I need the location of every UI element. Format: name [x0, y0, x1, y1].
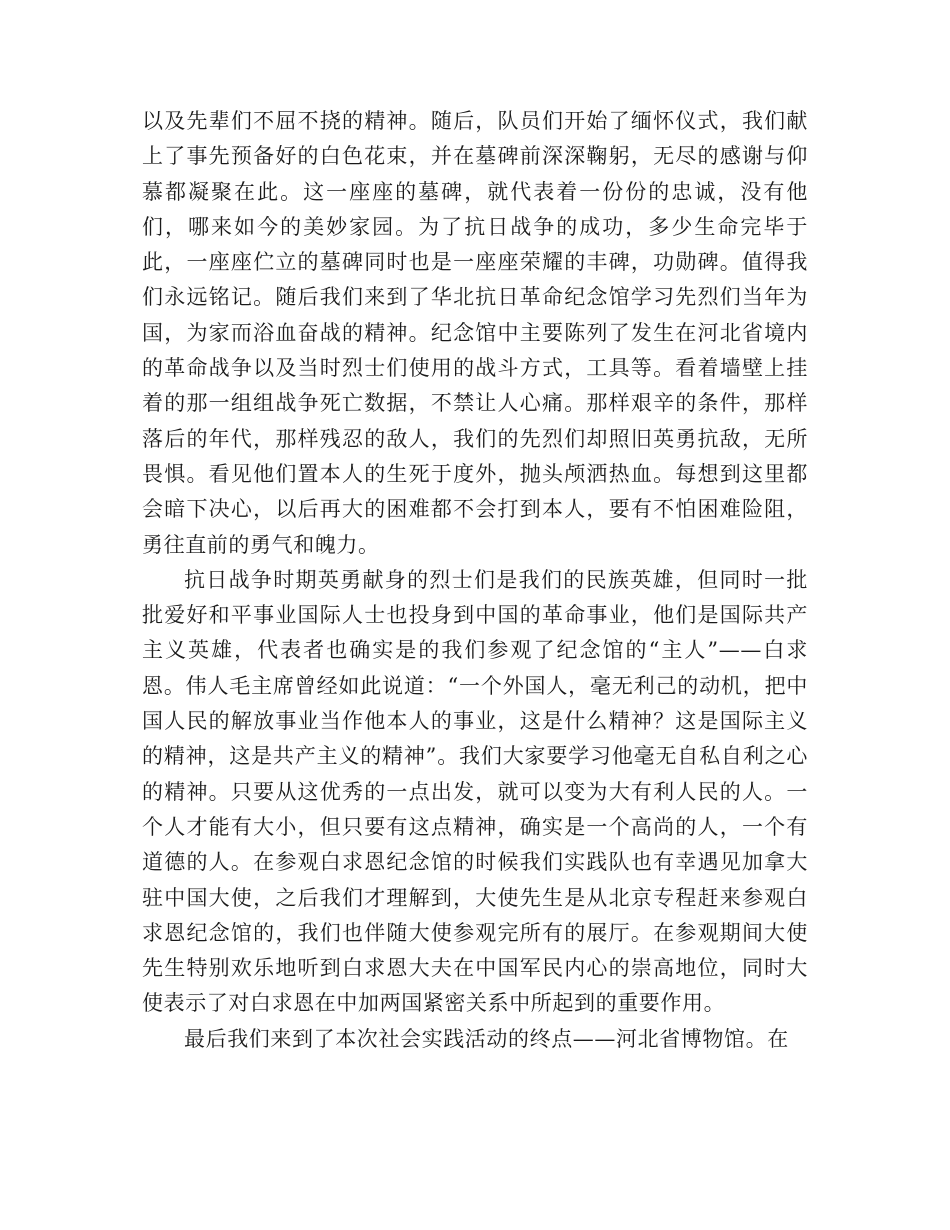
paragraph-2: 抗日战争时期英勇献身的烈士们是我们的民族英雄，但同时一批批爱好和平事业国际人士也投身到中国的革命事业，他们是国际共产主义英雄，代表者也确实是的我们参观了纪念馆的“主人”——白求恩。伟人毛主席曾经如此说道：“一个外国人，毫无利己的动机，把中国人民的解放事业当作他本人的事业，这是什么精神？这是国际主义的精神，这是共产主义的精神”。我们大家要学习他毫无自私自利之心的精神。只要从这优秀的一点出发，就可以变为大有利人民的人。一个人才能有大小，但只要有这点精神，确实是一个高尚的人，一个有道德的人。在参观白求恩纪念馆的时候我们实践队也有幸遇见加拿大驻中国大使，之后我们才理解到，大使先生是从北京专程赶来参观白求恩纪念馆的，我们也伴随大使参观完所有的展厅。在参观期间大使先生特别欢乐地听到白求恩大夫在中国军民内心的崇高地位，同时大使表示了对白求恩在中加两国紧密关系中所起到的重要作用。 [142, 567, 808, 1016]
document-body [142, 104, 808, 1057]
paragraph-3: 最后我们来到了本次社会实践活动的终点——河北省博物馆。在 [184, 1026, 789, 1051]
paragraph-1: 以及先辈们不屈不挠的精神。随后，队员们开始了缅怀仪式，我们献上了事先预备好的白色花束，并在墓碑前深深鞠躬，无尽的感谢与仰慕都凝聚在此。这一座座的墓碑，就代表着一份份的忠诚，没有他们，哪来如今的美妙家园。为了抗日战争的成功，多少生命完毕于此，一座座伫立的墓碑同时也是一座座荣耀的丰碑，功勋碑。值得我们永远铭记。随后我们来到了华北抗日革命纪念馆学习先烈们当年为国，为家而浴血奋战的精神。纪念馆中主要陈列了发生在河北省境内的革命战争以及当时烈士们使用的战斗方式，工具等。看着墙壁上挂着的那一组组战争死亡数据，不禁让人心痛。那样艰辛的条件，那样落后的年代，那样残忍的敌人，我们的先烈们却照旧英勇抗敌，无所畏惧。看见他们置本人的生死于度外，抛头颅洒热血。每想到这里都会暗下决心，以后再大的困难都不会打到本人，要有不怕困难险阻，勇往直前的勇气和魄力。 [142, 109, 808, 557]
